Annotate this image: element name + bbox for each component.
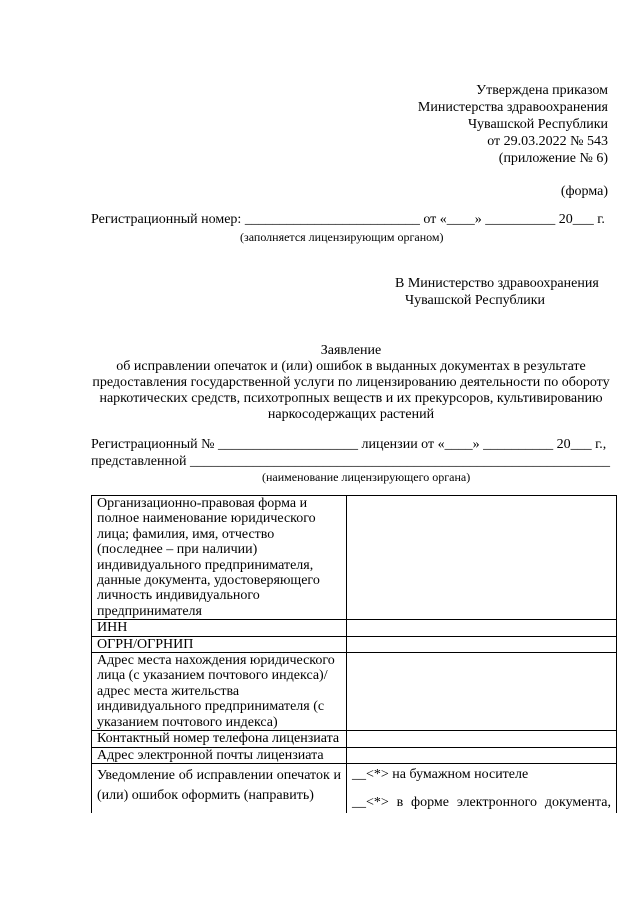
row-label: Контактный номер телефона лицензиата [92,731,347,747]
table-row [92,731,617,747]
table-row [92,763,617,813]
approval-block [348,83,608,168]
table-row [92,620,617,636]
form-label: (форма) [560,184,608,199]
title-heading: Заявление [320,343,382,358]
registration-number-line: Регистрационный номер: _________________________ от «____» __________ 20___ г. [91,212,605,227]
row-label: Уведомление об исправлении опечаток и (или) ошибок оформить (направить) [92,763,347,813]
table-row [92,653,617,731]
row-label: Адрес места нахождения юридического лица (с указанием почтового индекса)/адрес места жительства индивидуального предпринимателя (с указанием почтового индекса) [92,653,347,731]
option-paper[interactable]: __<*> на бумажном носителе [352,766,529,782]
presented-line: представленной ____________________________________________________________ [91,454,610,469]
row-label: ОГРН/ОГРНИП [92,636,347,652]
presented-note: (наименование лицензирующего органа) [262,470,471,484]
row-value-field[interactable] [347,496,617,620]
row-value-field[interactable] [347,620,617,636]
addressee-line: Чувашской Республики [405,293,546,308]
approval-line: от 29.03.2022 № 543 [487,134,608,149]
title-line: наркотических средств, психотропных веществ и их прекурсоров, культивированию [99,391,603,406]
license-number-line: Регистрационный № ____________________ лицензии от «____» __________ 20___ г., [91,437,607,452]
row-value-field[interactable] [347,747,617,763]
row-value-field[interactable] [347,636,617,652]
approval-line: Министерства здравоохранения [417,100,608,115]
row-label: Организационно-правовая форма и полное наименование юридического лица; фамилия, имя, отчество (последнее – при наличии) индивидуального предпринимателя, данные документа, удостоверяющего личность индивидуального предпринимателя [92,496,347,620]
table-row [92,747,617,763]
document-title [91,343,611,423]
title-line: об исправлении опечаток и (или) ошибок в выданных документах в результате [116,359,586,374]
table-row [92,496,617,620]
approval-line: Чувашской Республики [467,117,608,132]
row-value-field[interactable] [347,653,617,731]
registration-note: (заполняется лицензирующим органом) [240,230,444,244]
title-line: наркосодержащих растений [267,407,435,422]
addressee-line: В Министерство здравоохранения [395,276,599,291]
addressee-block [395,276,615,310]
approval-line: Утверждена приказом [476,83,608,98]
row-value-field[interactable] [347,731,617,747]
title-line: предоставления государственной услуги по лицензированию деятельности по обороту [92,375,610,390]
notification-options [347,763,617,813]
table-row [92,636,617,652]
row-label: ИНН [92,620,347,636]
approval-line: (приложение № 6) [498,151,608,166]
applicant-info-table [91,495,617,813]
row-label: Адрес электронной почты лицензиата [92,747,347,763]
option-electronic[interactable]: __<*> в форме электронного документа, [352,794,611,810]
